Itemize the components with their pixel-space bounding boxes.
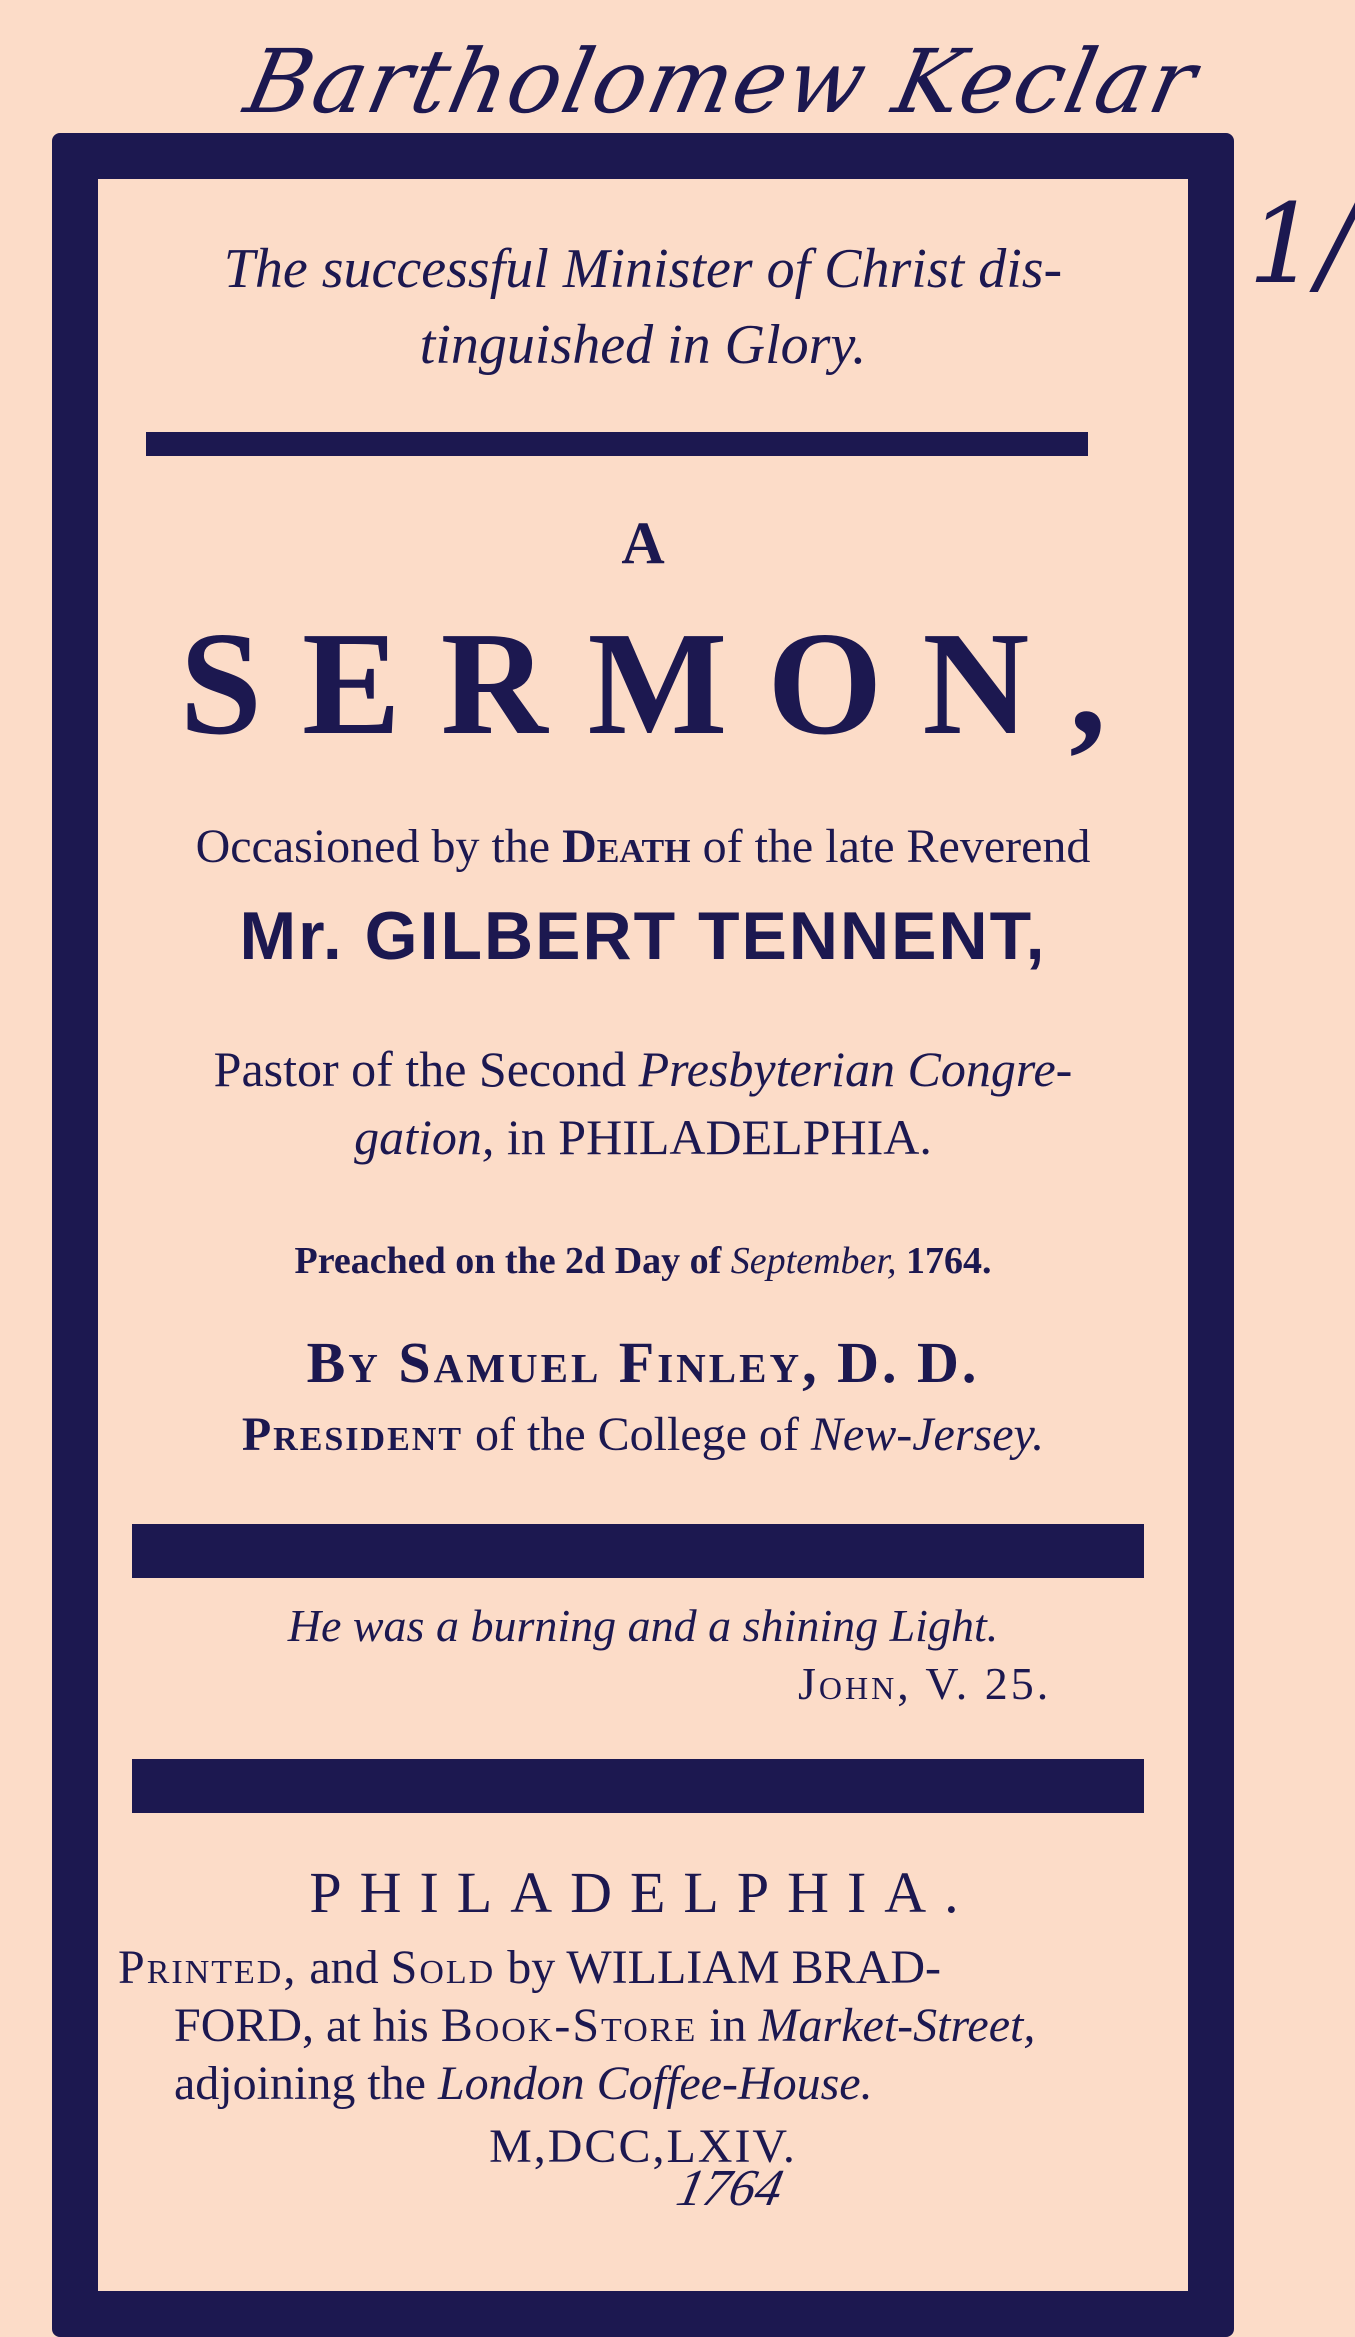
imprint-bookstore: Book-Store <box>440 1999 698 2052</box>
running-title <box>138 231 1148 383</box>
divider-rule <box>132 1759 1144 1813</box>
author-line: By Samuel Finley, D. D. <box>306 1330 980 1395</box>
occasion-pre: Occasioned by the <box>195 820 563 873</box>
occasion-line <box>98 819 1188 874</box>
imprint-text <box>118 1939 1158 2113</box>
pastor-line <box>118 1035 1168 1171</box>
divider-rule <box>146 432 1088 456</box>
author-place: New-Jersey. <box>810 1408 1045 1461</box>
imprint-line1 <box>118 1939 1158 1997</box>
handwritten-year: 1764 <box>671 2160 789 2217</box>
margin-mark: 1/ <box>1248 180 1355 308</box>
imprint-coffee-house: London Coffee-House. <box>437 2057 873 2110</box>
imprint-line3 <box>118 2055 1158 2113</box>
imprint-line2 <box>118 1997 1158 2055</box>
subject-name: Mr. GILBERT TENNENT, <box>239 898 1047 974</box>
divider-rule <box>132 1524 1144 1578</box>
heading-sermon: SERMON, <box>179 602 1147 766</box>
imprint-line3-pre: adjoining the <box>174 2057 438 2110</box>
author-title <box>98 1407 1188 1462</box>
pastor-italic1: Presbyterian Congre- <box>638 1041 1073 1097</box>
preached-line <box>98 1239 1188 1283</box>
heading-article: A <box>621 510 665 576</box>
pastor-post: in PHILADELPHIA. <box>494 1109 932 1165</box>
imprint-city: PHILADELPHIA. <box>309 1860 977 1925</box>
running-title-line1: The successful Minister of Christ dis- <box>223 238 1063 300</box>
imprint-printer: by WILLIAM BRAD- <box>495 1941 941 1994</box>
author-role: President <box>241 1408 463 1461</box>
pastor-pre: Pastor of the Second <box>213 1041 639 1097</box>
handwritten-signature: Bartholomew Keclar <box>237 30 1207 133</box>
author-mid: of the College of <box>463 1408 811 1461</box>
imprint-line2-mid: in <box>697 1999 759 2052</box>
imprint-printed: Printed, <box>118 1941 298 1994</box>
epigraph-quote: He was a burning and a shining Light. <box>287 1600 999 1651</box>
epigraph-citation: John, V. 25. <box>798 1658 1052 1709</box>
pastor-italic2: gation, <box>354 1109 495 1165</box>
preached-pre: Preached on the 2d Day of <box>294 1240 731 1282</box>
imprint-line2-pre: FORD, at his <box>174 1999 441 2052</box>
occasion-post: of the late Reverend <box>690 820 1091 873</box>
imprint-and: and <box>297 1941 391 1994</box>
imprint-street: Market-Street, <box>758 1999 1036 2052</box>
title-content <box>98 179 1188 2245</box>
running-title-line2: tinguished in Glory. <box>419 314 867 376</box>
preached-year: 1764. <box>896 1240 992 1282</box>
occasion-death: Death <box>562 820 691 873</box>
preached-month: September, <box>730 1240 897 1282</box>
imprint-sold: Sold <box>390 1941 496 1994</box>
imprint-date: M,DCC,LXIV. <box>489 2120 797 2173</box>
